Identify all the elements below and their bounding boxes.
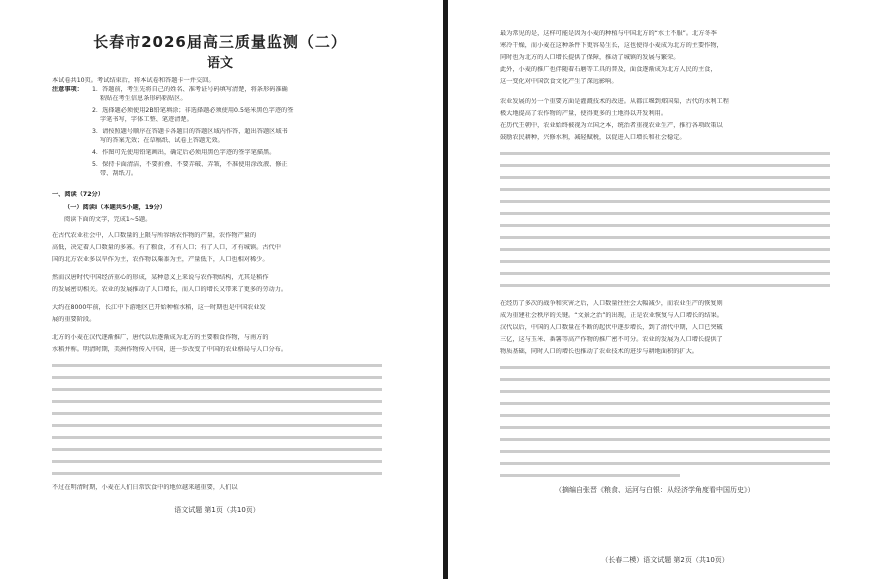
paragraph-line: 物质基础，同时人口的增长也推动了农业技术的进步与耕地面积的扩大。 [500, 348, 698, 355]
paragraph-line: 寒冷干燥，而小麦在这种条件下更容易生长，这也使得小麦成为北方的主要作物， [500, 42, 723, 49]
paragraph-line: 成为重建社会秩序的关键。“文景之治”的出现，正是农业恢复与人口增长的结果。 [500, 312, 723, 319]
paragraph-line: 鼓励农民耕种，兴修水利，减轻赋税，以促进人口增长和社会稳定。 [500, 134, 686, 141]
paragraph-line: 同时也为北方的人口增长提供了保障，推动了城镇的发展与繁荣。 [500, 54, 680, 61]
paragraph-line: 的发展密切相关。农业的发展推动了人口增长，而人口的增长又带来了更多的劳动力。 [52, 286, 288, 293]
paragraph-line: 大约在8000年前，长江中下游地区已开始种植水稻，这一时期也是中国农业发 [52, 304, 266, 311]
citation: （摘编自张晋《粮食、运河与白银：从经济学角度看中国历史》） [555, 486, 755, 494]
note-line: 粘贴在考生信息条形码粘贴区。 [100, 95, 187, 102]
subsection-heading: （一）阅读I（本题共5小题，19分） [64, 204, 166, 211]
paragraph-line: 极大地提高了农作物的产量，使得更多的土地得以开发利用。 [500, 110, 668, 117]
notes-label: 注意事项： [52, 86, 83, 93]
paragraph-line: 这一变化对中国饮食文化产生了深远影响。 [500, 78, 618, 85]
page-footer: （长春二模）语文试题 第2页（共10页） [601, 556, 729, 564]
paragraph-line: 展的重要阶段。 [52, 316, 96, 323]
paragraph-line: 此外，小麦的推广也伴随着石磨等工具的普及，面食逐渐成为北方人民的主食， [500, 66, 717, 73]
paragraph-line: 农业发展的另一个重要方面是灌溉技术的改进。从都江堰到郑国渠，古代的水利工程 [500, 98, 729, 105]
section-heading: 一、阅读（72分） [52, 191, 104, 198]
paragraph-line: 最为常见的是，这样可能是因为小麦的种植与中国北方的“水土不服”。北方冬季 [500, 30, 717, 37]
subject-title: 语文 [206, 56, 233, 71]
paragraph-line: 三亿，这与玉米、番薯等高产作物的推广密不可分。农业的发展为人口增长提供了 [500, 336, 723, 343]
note-line: 2．选择题必须使用2B铅笔填涂；非选择题必须使用0.5毫米黑色字迹的签 [92, 107, 294, 114]
note-line: 5．保持卡面清洁，不要折叠、不要弄破、弄皱，不准使用涂改液、修正 [92, 161, 288, 168]
paragraph-line: 在历代王朝中，农业始终被视为立国之本，统治者重视农业生产，推行各项政策以 [500, 122, 723, 129]
note-line: 字笔书写，字体工整、笔迹清楚。 [100, 116, 193, 123]
paragraph-line: 在经历了多次的战争和灾害之后，人口数量往往会大幅减少，而农业生产的恢复则 [500, 300, 723, 307]
paragraph-line: 高低，决定着人口数量的多寡。有了粮食，才有人口；有了人口，才有城镇。古代中 [52, 244, 281, 251]
note-line: 3．请按照题号顺序在答题卡各题目的答题区域内作答，超出答题区域书 [92, 128, 288, 135]
intro-line: 本试卷共10页。考试结束后，将本试卷和答题卡一并交回。 [52, 77, 215, 84]
note-line: 写的答案无效；在草稿纸、试卷上答题无效。 [100, 137, 224, 144]
paragraph-line: 水稻并称。明清时期，美洲作物传入中国，进一步改变了中国的农业格局与人口分布。 [52, 346, 288, 353]
paragraph-line: 北方的小麦在汉代逐渐推广，唐代以后逐渐成为北方的主要粮食作物，与南方的 [52, 334, 269, 341]
exam-title: 长春市2026届高三质量监测（二） [93, 33, 347, 51]
note-line: 1．答题前，考生先将自己的姓名、准考证号码填写清楚，将条形码准确 [92, 86, 288, 93]
note-line: 4．作图可先使用铅笔画出，确定后必须用黑色字迹的签字笔描黑。 [92, 149, 276, 156]
page-footer: 语文试题 第1页（共10页） [174, 506, 260, 514]
paragraph-line: 汉代以后，中国的人口数量在不断的起伏中逐步增长，到了清代中期，人口已突破 [500, 324, 723, 331]
paragraph-line: 然而汉唐时代中国经济重心的形成，某种意义上来说与农作物结构，尤其是稻作 [52, 274, 269, 281]
paragraph-line: 在古代农业社会中，人口数量的上限与所容纳农作物的产量，农作物产量的 [52, 232, 257, 239]
paragraph-line: 不过在明清时期，小麦在人们日常饮食中的地位越来越重要，人们以 [52, 484, 238, 491]
instruction-line: 阅读下面的文字，完成1~5题。 [64, 216, 152, 223]
note-line: 带、刮纸刀。 [100, 170, 138, 177]
page-divider [443, 0, 448, 579]
paragraph-line: 国的北方农业多以旱作为主，农作物以粟黍为主，产量低下，人口也相对稀少。 [52, 256, 269, 263]
